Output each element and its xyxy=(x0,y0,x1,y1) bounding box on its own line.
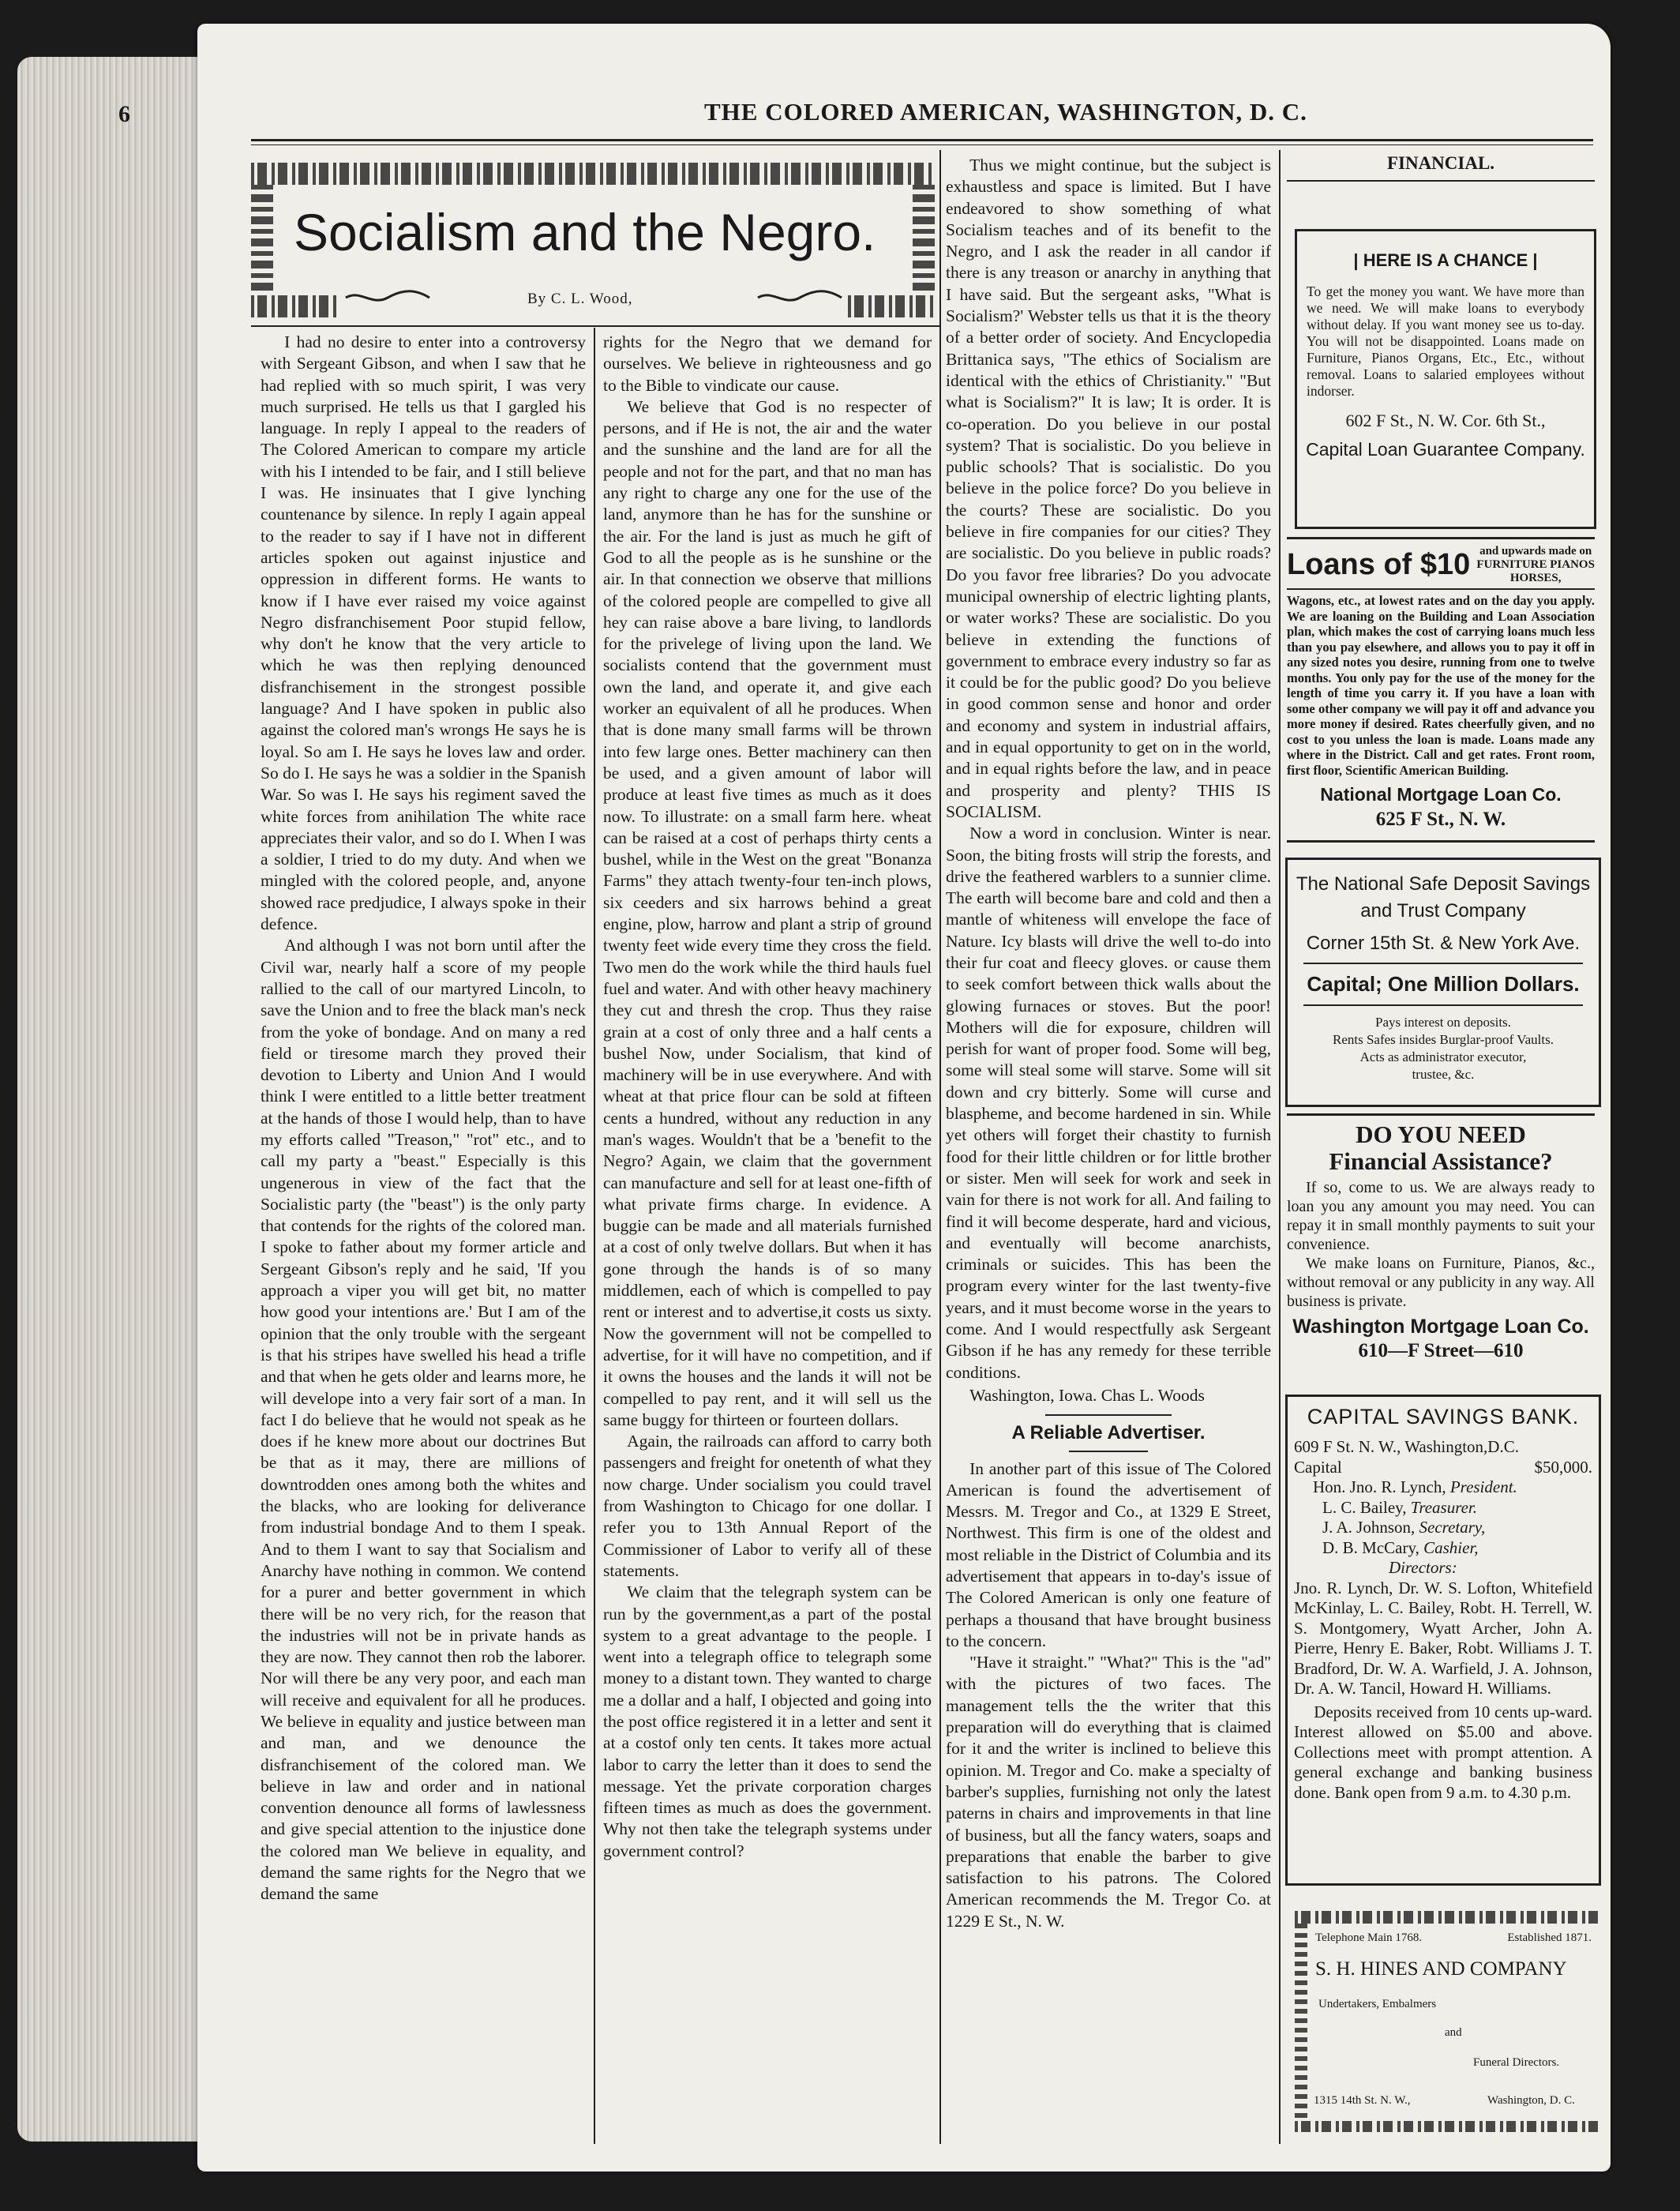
financial-rule xyxy=(1287,1113,1595,1116)
chance-body: To get the money you want. We have more than we need. We will make loans to everybody without delay. If you want money see us to-day. You will not be disappointed. Loans made on Furniture, Pianos Organs, Etc., Etc., without removal. Loans to salaried employees without indorser. xyxy=(1307,283,1584,399)
article-paragraph: And although I was not born until after the Civil war, nearly half a score of my people rallied to the call of our martyred Lincoln, to save the Union and to free the black man's neck from the yoke of bondage. And on many a red field or tiresome march they proved their devotion to Liberty and Union And I would think I were entitled to a little better treatment at the hands of those I would help, than to have my efforts called "Treason," "rot" etc., and to call my party a "beast." Especially is this ungenerous in view of the fact that the Socialistic party (the "beast") is the only party that contends for the rights of the colored man. I spoke to father about my former article and Sergeant Gibson's reply and he said, 'If you approach a viper you will get bit, no matter how good your intentions are.' But I am of the opinion that the only trouble with the sergeant is that his stripes have swelled his head a trifle and that when he gets older and learns more, he will develope into a very fair sort of a man. In fact I do believe that he would not speak as he does if he knew more about our doctrines But be that as it may, there are millions of downtrodden ones among both the whites and the blacks, who are looking for deliverance from industrial bondage And to them I speak. And to them I want to say that Socialism and Anarchy have nothing in common. We contend for a purer and better government in which there will be no very rich, for the reason that the industries will not be in private hands as they are now. They cannot then rob the laborer. Nor will there be any very poor, and each man will receive and equivalent for all he produces. We believe in equality and justice between man and man, and we denounce the disfranchisement of the colored man. We believe in law and order and in national convention denounce all forms of lawlessness and give special attention to the injustice done the colored man We believe in equality, and demand the same rights for the Negro that we demand the same xyxy=(261,936,586,1904)
article-column-1 xyxy=(261,332,586,1905)
bank-deposits: Deposits received from 10 cents up-ward. Interest allowed on $5.00 and above. Collections meet with prompt attention. A general exchange and banking business done. Bank open from 9 a.m. to 4.30 p.m. xyxy=(1294,1702,1592,1802)
hines-border-bottom xyxy=(1295,2121,1598,2132)
officer-title: Cashier, xyxy=(1423,1537,1479,1557)
column-rule-3 xyxy=(1279,150,1281,2144)
loans-rule xyxy=(1287,588,1595,590)
article-paragraph: Again, the railroads can afford to carry both passengers and freight for onetenth of what they now charge. Under socialism you could travel from Washington to Chicago for one dollar. I refer you to 13th Annual Report of the Commissioner of Labor to verify all of these statements. xyxy=(603,1432,932,1580)
article-paragraph: Thus we might continue, but the subject is exhaustless and space is limited. But I have endeavored to show something of what Socialism teaches and of its benefit to the Negro, and I ask the reader in all candor if there is any treason or anarchy in anything that I have said. But the sergeant asks, "What is Socialism?' Webster tells us that it is the theory of a better order of society. And Encyclopedia Brittanica says, "The ethics of Socialism are identical with the ethics of Christianity." "But what is Socialism?" It is law; It is order. It is co-operation. Do you believe in our postal system? That is socialistic. Do you believe in public schools? That is socialistic. Do you believe in the police force? Do you believe in the courts? These are socialistic. Do you believe in fire companies for our cities? They are socialistic. Do you believe in public roads? Do you favor free libraries? Do you advocate municipal ownership of electric lighting plants, or water works? These are socialistic. Do you believe in extending the functions of government to embrace every industry so far as it could be for the public good? Do you believe in good common sense and honor and order and economy and system in industrial affairs, and in equal opportunity to get on in the world, and in equal rights before the law, and in peace and prosperity and plenty? THIS IS SOCIALISM. xyxy=(946,156,1271,821)
article-paragraph: rights for the Negro that we demand for ourselves. We believe in righteousness and go to the Bible to vindicate our cause. xyxy=(603,332,932,395)
deposit-location: Corner 15th St. & New York Ave. xyxy=(1306,933,1581,954)
ad-hines xyxy=(1295,1911,1598,2132)
chance-company: Capital Loan Guarantee Company. xyxy=(1306,439,1585,460)
loans-big: Loans of $10 xyxy=(1287,548,1471,581)
deposit-line4: trustee, &c. xyxy=(1412,1067,1475,1082)
officer-title: Secretary, xyxy=(1419,1518,1486,1537)
swirl-ornament-left xyxy=(344,287,431,308)
officer-name: Hon. Jno. R. Lynch, xyxy=(1313,1477,1446,1496)
officer-name: L. C. Bailey, xyxy=(1322,1497,1407,1517)
reliable-paragraph: In another part of this issue of The Colored American is found the advertisement of Messrs. M. Tregor and Co., at 1329 E Street, Northwest. This firm is one of the oldest and most reliable in the District of Columbia and its advertisement that appears in to-day's issue of The Colored American is only one feature of perhaps a thousand that have brought business to the concern. xyxy=(946,1458,1271,1650)
need-address: 610—F Street—610 xyxy=(1358,1340,1524,1361)
page-stack-edge xyxy=(17,57,207,2142)
hines-address: 1315 14th St. N. W., xyxy=(1314,2094,1411,2107)
section-rule xyxy=(1069,1451,1148,1452)
deposit-line3: Acts as administrator executor, xyxy=(1359,1049,1527,1064)
article-column-2 xyxy=(603,332,932,1862)
chance-title: | HERE IS A CHANCE | xyxy=(1353,250,1538,270)
bank-officer xyxy=(1294,1538,1592,1559)
hines-city: Washington, D. C. xyxy=(1487,2094,1575,2107)
section-rule xyxy=(1045,1414,1172,1416)
ad-here-is-a-chance xyxy=(1295,229,1596,529)
hines-name: S. H. HINES AND COMPANY xyxy=(1315,1958,1567,1980)
hines-line3: Funeral Directors. xyxy=(1473,2056,1560,2069)
deposit-capital: Capital; One Million Dollars. xyxy=(1307,972,1580,996)
article-paragraph: We claim that the telegraph system can be run by the government,as a part of the postal system to a great advantage to the people. I went into a telegraph office to telegraph some money to a distant town. They wanted to charge me a dollar and a half, I objected and going into the post office registered it in a letter and sent it at a costof only ten cents. It takes more actual labor to carry the letter than it does to send the message. Yet the private corporation charges fifteen times as much as does the government. Why not then take the telegraph systems under government control? xyxy=(603,1582,932,1860)
loans-company: National Mortgage Loan Co. xyxy=(1320,784,1562,805)
financial-heading: FINANCIAL. xyxy=(1386,153,1495,173)
title-underline xyxy=(251,325,939,327)
hines-border-top xyxy=(1295,1911,1598,1924)
bank-capital-row xyxy=(1294,1458,1592,1478)
ad-national-safe-deposit xyxy=(1285,858,1601,1107)
page-number: 6 xyxy=(118,101,130,127)
bank-directors-label: Directors: xyxy=(1389,1558,1457,1577)
column-rule-2 xyxy=(939,150,941,2144)
hines-line2: and xyxy=(1445,2026,1462,2039)
bank-officer xyxy=(1294,1498,1592,1518)
deposit-name: The National Safe Deposit Savings and Trust Company xyxy=(1296,873,1591,922)
loans-header xyxy=(1287,545,1595,585)
hines-line1: Undertakers, Embalmers xyxy=(1318,1998,1437,2010)
bank-name: CAPITAL SAVINGS BANK. xyxy=(1307,1405,1580,1428)
officer-title: Treasurer. xyxy=(1410,1497,1478,1517)
bank-directors: Jno. R. Lynch, Dr. W. S. Lofton, Whitefield McKinlay, L. C. Bailey, Robt. H. Terrell, W. S. Montgomery, Wyatt Archer, John A. Pierre, Henry E. Baker, Robt. Williams J. T. Bradford, Dr. W. A. Warfield, J. A. Johnson, Dr. A. W. Tancil, Howard H. Williams. xyxy=(1294,1578,1592,1698)
reliable-heading: A Reliable Advertiser. xyxy=(1011,1422,1206,1444)
officer-name: J. A. Johnson, xyxy=(1322,1518,1416,1537)
article-title-box xyxy=(251,163,935,321)
article-byline: By C. L. Wood, xyxy=(527,291,633,307)
bank-officer xyxy=(1294,1477,1592,1498)
need-p2: We make loans on Furniture, Pianos, &c., without removal or any publicity in any way. All business is private. xyxy=(1287,1255,1595,1310)
title-border-bottom-left xyxy=(251,295,338,317)
article-column-3 xyxy=(946,155,1271,1932)
article-signature: Washington, Iowa. Chas L. Woods xyxy=(969,1385,1205,1405)
chance-address: 602 F St., N. W. Cor. 6th St., xyxy=(1345,411,1546,430)
financial-rule xyxy=(1287,537,1595,539)
bank-capital-value: $50,000. xyxy=(1534,1457,1592,1477)
need-h1: DO YOU NEED xyxy=(1356,1121,1526,1148)
ad-loans-of-10 xyxy=(1287,545,1595,831)
article-paragraph: Now a word in conclusion. Winter is near. Soon, the biting frosts will strip the forests, and drive the feathered warblers to a sunnier clime. The earth will become bare and cold and then a mantle of whiteness will envelope the face of Nature. Icy blasts will drive the well to-do into their fur coat and fleecy gloves. or cause them to seek comfort between thick walls about the glowing furnaces or stoves. But the poor! Mothers will die for exposure, children will perish for want of proper food. Some will beg, some will steal some will starve. Some will sit down and cry bitterly. Some will curse and blaspheme, and become hardened in sin. While yet others will forget their chastity to furnish food for their little children or for little brother or sister. Men will seek for work and seek in vain for there is not work for all. And failing to find it will become desperate, hard and vicious, and eventually will become anarchists, criminals or suicides. This has been the program every winter for the last twenty-five years, and it must become worse in the years to come. And I would respectfully ask Sergeant Gibson if he has any remedy for these terrible conditions. xyxy=(946,824,1271,1382)
officer-title: President. xyxy=(1449,1477,1517,1496)
hines-telephone: Telephone Main 1768. xyxy=(1315,1931,1423,1944)
masthead: THE COLORED AMERICAN, WASHINGTON, D. C. xyxy=(704,98,1307,126)
deposit-rule xyxy=(1303,963,1584,964)
hines-top-row xyxy=(1315,1931,1592,1945)
ad-do-you-need xyxy=(1287,1121,1595,1362)
reliable-paragraph: "Have it straight." "What?" This is the "ad" with the pictures of two faces. The management tells the the writer that this preparation will do everything that is claimed for it and the writer is inclined to believe this opinion. M. Tregor and Co. make a specialty of barber's supplies, furnishing not only the latest paterns in chairs and improvements in that line of business, but all the fancy waters, soaps and preparations that enable the barber to give satisfaction to his patrons. The Colored American recommends the M. Tregor Co. at 1229 E St., N. W. xyxy=(946,1653,1271,1931)
need-h2: Financial Assistance? xyxy=(1329,1147,1553,1175)
financial-rule xyxy=(1287,840,1595,843)
bank-address: 609 F St. N. W., Washington,D.C. xyxy=(1294,1437,1519,1456)
swirl-ornament-right xyxy=(756,287,843,308)
need-p1: If so, come to us. We are always ready to loan you any amount you may need. You can repay it in small monthly payments to suit your convenience. xyxy=(1287,1179,1595,1253)
financial-rule xyxy=(1287,180,1595,182)
title-border-top xyxy=(251,163,935,185)
title-border-bottom-right xyxy=(848,295,935,317)
header-rule xyxy=(251,139,1593,141)
column-rule-1 xyxy=(594,328,595,2144)
loans-side: and upwards made on FURNITURE PIANOS HORSES, xyxy=(1476,545,1595,584)
hines-border-left xyxy=(1295,1924,1307,2121)
bank-officer xyxy=(1294,1518,1592,1538)
deposit-line1: Pays interest on deposits. xyxy=(1375,1015,1511,1030)
title-border-left xyxy=(251,185,273,295)
title-border-right xyxy=(913,185,935,295)
article-paragraph: I had no desire to enter into a controversy with Sergeant Gibson, and when I saw that he had replied with so much spirit, I was very much surprised. He tells us that I gargled his language. In reply I appeal to the readers of The Colored American to compare my article with his I intended to be fair, and I still believe I was. He insinuates that I give lynching countenance by silence. In reply I again appeal to the reader to say if I have not in different articles spoken out against injustice and oppression in different forms. He wants to know if I have ever raised my voice against Negro disfranchisement Poor stupid fellow, why don't he know that the very article to which he was then replying denounced disfranchisement in the strongest possible language? And I have spoken in public also against the colored man's wrongs He says he is loyal. So am I. He says he loves law and order. So do I. He says he was a soldier in the Spanish War. So was I. He says his regiment saved the white forces from anihilation The white race appreciates their valor, and so do I. When I was a soldier, I tried to do my duty. And when we mingled with the colored people, and, anyone showed race predjudice, I always spoke in their defence. xyxy=(261,332,586,934)
ad-capital-savings-bank xyxy=(1285,1395,1601,1886)
article-paragraph: We believe that God is no respecter of persons, and if He is not, the air and the water and the sunshine and the land are for all the people and not for the part, and that no man has any right to charge any one for the use of the land, anymore than he has for the sunshine or the air. For the land is just as much he gift of God to all the people as is he sunshine or the air. In that connection we observe that millions of the colored people are compelled to give all hey can raise above a bare living, to landlords for the privelege of living upon the land. We socialists contend that the government must own the land, and operate it, and give each worker an equivalent of all he produces. When that is done many small farms will be thrown into few large ones. Better machinery can then be used, and a given amount of labor will produce at least five times as much as it does now. To illustrate: on a small farm here. wheat can be raised at a cost of perhaps thirty cents a bushel, while in the West on the great "Bonanza Farms" they attach twenty-four ten-inch plows, six ceeders and six harrows behind a great engine, plow, harrow and plant a strip of ground twenty feet wide every time they cross the field. Two men do the work while the third hauls fuel fuel and water. And with other heavy machinery they cut and thresh the crop. Thus they raise grain at a cost of only three and a half cents a bushel Now, under Socialism, that kind of machinery will be in use everywhere. And with wheat at that price flour can be sold at fifteen cents a hundred, without any reduction in any man's wages. Wouldn't that be a 'benefit to the Negro? Again, we claim that the government can manufacture and sell for at least one-fifth of what private firms charge. In evidence. A buggie can be made and all materials furnished at a cost of only twelve dollars. But when it has gone through the hands is of so many middlemen, each of which is compelled to pay rent or interest and to advertise,it costs us sixty. Now the government will not be compelled to advertise, for it will have no competition, and if it owns the houses and the lands it will not be compelled to pay rent, and it will sell us the same buggy for thirteen or fourteen dollars. xyxy=(603,396,932,1429)
deposit-rule xyxy=(1303,1004,1584,1006)
bank-capital-label: Capital xyxy=(1294,1457,1342,1477)
article-title: Socialism and the Negro. xyxy=(294,203,876,261)
loans-body: Wagons, etc., at lowest rates and on the day you apply. We are loaning on the Building and Loan Association plan, which makes the cost of carrying loans much less than you pay elsewhere, and allows you to pay it off in any sized notes you desire, running from one to twelve months. You only pay for the use of the money for the length of time you carry it. If you have a loan with some other company we will pay it off and advance you more money if desired. Rates cheerfully given, and no cost to you unless the loan is made. Loans made any where in the District. Call and get rates. Front room, first floor, Scientific American Building. xyxy=(1287,593,1595,778)
hines-established: Established 1871. xyxy=(1507,1931,1592,1944)
need-company: Washington Mortgage Loan Co. xyxy=(1292,1316,1589,1338)
loans-address: 625 F St., N. W. xyxy=(1375,809,1506,830)
deposit-line2: Rents Safes insides Burglar-proof Vaults. xyxy=(1333,1032,1554,1047)
officer-name: D. B. McCary, xyxy=(1322,1537,1419,1557)
bank-details xyxy=(1288,1437,1599,1803)
